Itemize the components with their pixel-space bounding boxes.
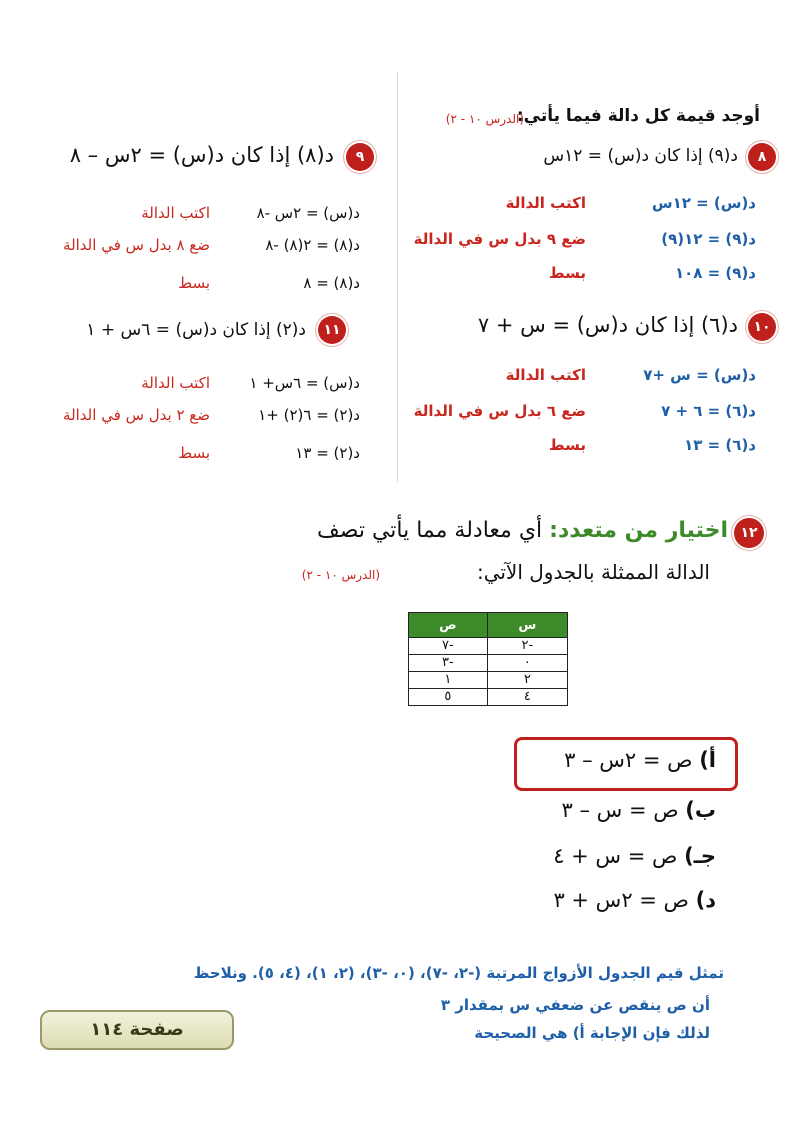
- option-b-letter: ب): [685, 798, 716, 822]
- function-table: [408, 612, 568, 706]
- q9-step1-expr: د(س) = ٢س -٨: [256, 204, 360, 222]
- q11-step2-expr: د(٢) = ٦(٢) +١: [258, 406, 360, 424]
- page-number-label: صفحة ١١٤: [90, 1019, 184, 1040]
- q10-step3-note: بسط: [549, 436, 586, 454]
- multiple-choice-label: اختيار من متعدد:: [549, 518, 728, 543]
- option-c-text: ص = س + ٤: [553, 844, 678, 868]
- q10-step2-expr: د(٦) = ٦ + ٧: [661, 402, 756, 420]
- table-header-row: [409, 613, 568, 638]
- q11-step1-note: اكتب الدالة: [141, 374, 210, 392]
- q11-step3-note: بسط: [178, 444, 210, 462]
- column-header-x: س: [487, 613, 567, 638]
- q8-step2-note: ضع ٩ بدل س في الدالة: [413, 230, 586, 248]
- q9-step2-note: ضع ٨ بدل س في الدالة: [63, 236, 210, 254]
- q11-step3-expr: د(٢) = ١٣: [295, 444, 360, 462]
- table-cell-y: ٣-: [409, 655, 488, 672]
- q8-step1-expr: د(س) = ١٢س: [651, 194, 756, 212]
- q9-step1-note: اكتب الدالة: [141, 204, 210, 222]
- option-a-letter: أ): [699, 748, 716, 772]
- table-row: [409, 689, 568, 706]
- question-9-badge: ٩: [346, 143, 374, 171]
- question-10-badge: ١٠: [748, 313, 776, 341]
- q8-step2-expr: د(٩) = ١٢(٩): [661, 230, 756, 248]
- option-a-text: ص = ٢س – ٣: [564, 748, 693, 772]
- table-row: [409, 655, 568, 672]
- table-row: [409, 672, 568, 689]
- question-12-line1: أي معادلة مما يأتي تصف: [316, 518, 543, 543]
- table-cell-y: ٥: [409, 689, 488, 706]
- question-8-badge: ٨: [748, 143, 776, 171]
- option-b[interactable]: [562, 798, 717, 822]
- question-9-statement: د(٨) إذا كان د(س) = ٢س – ٨: [69, 143, 334, 167]
- explanation-line-1: تمثل قيم الجدول الأزواج المرتبة (-٢، -٧)، (٠، -٣)، (٢، ١)، (٤، ٥). ونلاحظ: [193, 964, 724, 982]
- option-c[interactable]: [553, 844, 716, 868]
- q9-step3-note: بسط: [178, 274, 210, 292]
- q10-step1-expr: د(س) = س +٧: [643, 366, 756, 384]
- option-d[interactable]: [553, 888, 716, 912]
- q10-step2-note: ضع ٦ بدل س في الدالة: [413, 402, 586, 420]
- option-c-letter: جـ): [684, 844, 716, 868]
- option-a[interactable]: [564, 748, 716, 772]
- option-d-text: ص = ٢س + ٣: [553, 888, 689, 912]
- option-b-text: ص = س – ٣: [561, 798, 679, 822]
- q8-step3-expr: د(٩) = ١٠٨: [674, 264, 756, 282]
- column-header-y: ص: [409, 613, 488, 638]
- q11-step1-expr: د(س) = ٦س+ ١: [249, 374, 360, 392]
- q10-step1-note: اكتب الدالة: [505, 366, 586, 384]
- table-cell-y: ٧-: [409, 638, 488, 655]
- exercise-title: أوجد قيمة كل دالة فيما يأتي:: [516, 106, 760, 126]
- q9-step2-expr: د(٨) = ٢(٨) -٨: [265, 236, 360, 254]
- table-cell-x: ٢-: [487, 638, 567, 655]
- table-row: [409, 638, 568, 655]
- table-cell-y: ١: [409, 672, 488, 689]
- q11-step2-note: ضع ٢ بدل س في الدالة: [63, 406, 210, 424]
- table-cell-x: ٠: [487, 655, 567, 672]
- q8-step1-note: اكتب الدالة: [505, 194, 586, 212]
- question-8-statement: د(٩) إذا كان د(س) = ١٢س: [543, 146, 738, 166]
- q9-step3-expr: د(٨) = ٨: [303, 274, 360, 292]
- q12-lesson-reference: (الدرس ١٠ - ٢): [301, 568, 380, 582]
- table-cell-x: ٤: [487, 689, 567, 706]
- page-number-tab: [40, 1010, 234, 1050]
- table-cell-x: ٢: [487, 672, 567, 689]
- q10-step3-expr: د(٦) = ١٣: [684, 436, 756, 454]
- question-11-statement: د(٢) إذا كان د(س) = ٦س + ١: [86, 320, 306, 340]
- question-12-line2: الدالة الممثلة بالجدول الآتي:: [476, 560, 710, 584]
- question-11-badge: ١١: [318, 316, 346, 344]
- explanation-line-2: أن ص ينقص عن ضعفي س بمقدار ٣: [440, 996, 710, 1014]
- question-12-badge: ١٢: [734, 518, 764, 548]
- question-10-statement: د(٦) إذا كان د(س) = س + ٧: [477, 313, 738, 337]
- column-divider: [397, 72, 398, 482]
- q8-step3-note: بسط: [549, 264, 586, 282]
- option-d-letter: د): [695, 888, 716, 912]
- lesson-reference: (الدرس ١٠ - ٢): [445, 112, 524, 126]
- question-12-title: [317, 518, 728, 543]
- explanation-line-3: لذلك فإن الإجابة أ) هي الصحيحة: [474, 1024, 710, 1042]
